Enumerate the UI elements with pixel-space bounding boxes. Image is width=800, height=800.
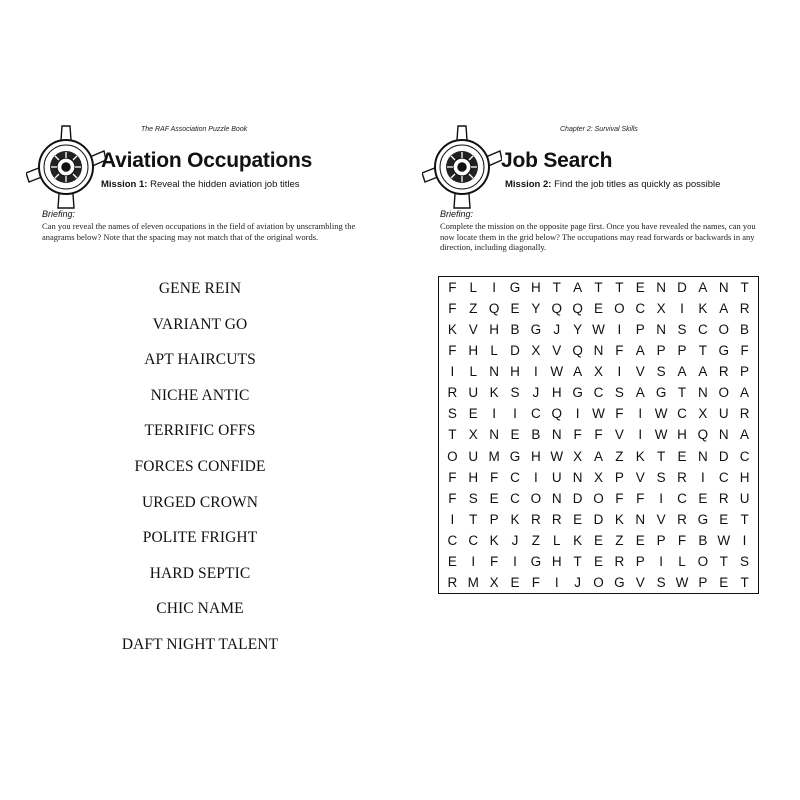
- grid-letter: I: [513, 406, 517, 422]
- grid-letter: H: [510, 364, 520, 380]
- grid-letter: R: [614, 553, 625, 569]
- grid-letter: M: [488, 448, 500, 464]
- grid-letter: D: [718, 448, 729, 464]
- grid-letter: E: [635, 280, 645, 296]
- grid-letter: B: [531, 427, 541, 443]
- grid-letter: O: [718, 322, 729, 338]
- grid-letter: X: [593, 469, 603, 485]
- grid-letter: E: [489, 490, 499, 506]
- grid-letter: V: [635, 364, 645, 380]
- grid-letter: I: [742, 532, 747, 548]
- grid-letter: T: [698, 343, 707, 359]
- grid-letter: W: [654, 406, 668, 422]
- grid-letter: P: [656, 532, 666, 548]
- grid-letter: T: [656, 448, 666, 464]
- grid-letter: G: [718, 343, 729, 359]
- grid-letter: H: [551, 553, 562, 569]
- grid-letter: T: [740, 280, 749, 296]
- grid-letter: U: [739, 490, 750, 506]
- anagram-list: [0, 278, 400, 670]
- mission-label: Mission 1:: [101, 179, 148, 190]
- grid-letter: G: [614, 574, 625, 590]
- grid-letter: Z: [469, 301, 478, 317]
- grid-letter: E: [510, 301, 520, 317]
- grid-letter: R: [447, 385, 458, 401]
- grid-letter: V: [635, 469, 645, 485]
- grid-letter: S: [614, 385, 624, 401]
- grid-letter: H: [739, 469, 750, 485]
- grid-letter: R: [739, 406, 750, 422]
- grid-letter: F: [531, 574, 541, 590]
- grid-letter: H: [677, 427, 687, 443]
- grid-letter: O: [718, 385, 729, 401]
- grid-letter: M: [467, 574, 479, 590]
- grid-letter: I: [534, 469, 538, 485]
- grid-letter: H: [468, 343, 479, 359]
- mission-text: Find the job titles as quickly as possible: [554, 179, 721, 190]
- grid-letter: C: [677, 490, 687, 506]
- grid-letter: E: [677, 448, 687, 464]
- grid-letter: W: [550, 448, 564, 464]
- grid-letter: I: [513, 553, 517, 569]
- grid-letter: A: [573, 280, 583, 296]
- grid-letter: Q: [572, 301, 583, 317]
- grid-letter: A: [573, 364, 583, 380]
- grid-letter: N: [489, 364, 500, 380]
- anagram-item: URGED CROWN: [141, 493, 259, 511]
- grid-letter: T: [740, 574, 749, 590]
- grid-letter: F: [448, 280, 457, 296]
- anagram-item: POLITE FRIGHT: [142, 529, 258, 547]
- briefing-label: Briefing:: [42, 209, 76, 219]
- grid-letter: G: [572, 385, 583, 401]
- anagram-item: VARIANT GO: [152, 315, 248, 333]
- grid-letter: C: [510, 469, 520, 485]
- grid-letter: D: [593, 511, 604, 527]
- grid-letter: Y: [531, 301, 541, 317]
- page-title: Aviation Occupations: [101, 149, 313, 172]
- grid-letter: X: [593, 364, 603, 380]
- grid-letter: S: [447, 406, 457, 422]
- right-page: [400, 0, 800, 800]
- grid-letter: E: [698, 490, 708, 506]
- grid-letter: C: [593, 385, 604, 401]
- grid-letter: F: [490, 553, 499, 569]
- grid-letter: L: [490, 343, 498, 359]
- grid-letter: T: [469, 511, 478, 527]
- grid-letter: L: [553, 532, 561, 548]
- grid-letter: T: [740, 511, 749, 527]
- grid-letter: D: [572, 490, 583, 506]
- grid-letter: O: [593, 574, 604, 590]
- grid-letter: E: [593, 301, 603, 317]
- propeller-emblem-icon: [26, 124, 106, 210]
- grid-letter: Y: [573, 322, 583, 338]
- mission-line: [505, 179, 720, 190]
- grid-letter: W: [654, 427, 668, 443]
- grid-letter: Q: [551, 406, 563, 422]
- grid-letter: P: [698, 574, 708, 590]
- running-head: Chapter 2: Survival Skills: [560, 126, 638, 133]
- grid-letter: F: [448, 490, 457, 506]
- grid-letter: I: [492, 406, 497, 422]
- grid-letter: I: [638, 406, 643, 422]
- grid-letter: I: [534, 364, 538, 380]
- propeller-emblem-icon: [422, 124, 502, 210]
- grid-letter: A: [740, 427, 750, 443]
- grid-letter: S: [468, 490, 478, 506]
- grid-letter: W: [675, 574, 689, 590]
- grid-letter: F: [490, 469, 499, 485]
- grid-letter: A: [698, 364, 708, 380]
- grid-letter: N: [489, 427, 500, 443]
- grid-letter: V: [468, 322, 478, 338]
- grid-letter: A: [677, 364, 687, 380]
- anagram-item: TERRIFIC OFFS: [144, 422, 256, 440]
- grid-letter: W: [717, 532, 731, 548]
- grid-letter: A: [719, 301, 729, 317]
- anagram-item: DAFT NIGHT TALENT: [121, 635, 279, 653]
- grid-letter: U: [468, 448, 479, 464]
- grid-letter: C: [697, 322, 708, 338]
- anagram-item: NICHE ANTIC: [150, 386, 250, 404]
- grid-letter: J: [574, 574, 581, 590]
- grid-letter: J: [511, 532, 519, 548]
- grid-letter: V: [552, 343, 562, 359]
- grid-letter: X: [468, 427, 478, 443]
- grid-letter: F: [448, 469, 457, 485]
- grid-letter: F: [448, 343, 457, 359]
- grid-letter: I: [680, 301, 684, 317]
- grid-letter: A: [593, 448, 603, 464]
- running-head: The RAF Association Puzzle Book: [141, 126, 248, 133]
- grid-letter: T: [552, 280, 561, 296]
- grid-letter: C: [510, 490, 520, 506]
- grid-letter: X: [531, 343, 541, 359]
- grid-letter: K: [489, 532, 499, 548]
- grid-letter: K: [573, 532, 583, 548]
- anagram-item: GENE REIN: [158, 280, 242, 297]
- grid-letter: T: [448, 427, 457, 443]
- grid-letter: K: [489, 385, 499, 401]
- grid-letter: R: [447, 574, 458, 590]
- grid-letter: T: [594, 280, 603, 296]
- anagram-item: HARD SEPTIC: [149, 564, 251, 582]
- grid-letter: E: [593, 553, 603, 569]
- grid-letter: R: [677, 511, 687, 527]
- grid-letter: G: [697, 511, 709, 527]
- grid-letter: I: [659, 553, 663, 569]
- grid-letter: I: [575, 406, 580, 422]
- mission-label: Mission 2:: [505, 179, 552, 190]
- grid-letter: F: [636, 490, 645, 506]
- grid-letter: B: [740, 322, 750, 338]
- grid-letter: G: [509, 280, 521, 296]
- grid-letter: N: [551, 427, 562, 443]
- grid-letter: K: [614, 511, 624, 527]
- mission-line: [101, 179, 300, 190]
- grid-letter: Z: [531, 532, 541, 548]
- grid-letter: N: [697, 448, 708, 464]
- grid-letter: K: [698, 301, 708, 317]
- grid-letter: Q: [697, 427, 709, 443]
- grid-letter: F: [677, 532, 687, 548]
- grid-letter: S: [656, 364, 666, 380]
- grid-letter: P: [614, 469, 624, 485]
- grid-letter: U: [468, 385, 479, 401]
- grid-letter: R: [551, 511, 562, 527]
- grid-letter: P: [635, 553, 645, 569]
- grid-letter: S: [510, 385, 520, 401]
- grid-letter: I: [492, 280, 497, 296]
- grid-letter: S: [656, 574, 666, 590]
- grid-letter: E: [447, 553, 457, 569]
- page-title: Job Search: [501, 149, 613, 172]
- grid-letter: V: [635, 574, 645, 590]
- grid-letter: N: [593, 343, 604, 359]
- grid-letter: X: [656, 301, 666, 317]
- grid-letter: N: [697, 385, 708, 401]
- grid-letter: W: [592, 322, 605, 338]
- grid-letter: F: [615, 490, 624, 506]
- briefing-label: Briefing:: [440, 209, 474, 219]
- grid-letter: L: [678, 553, 686, 569]
- grid-letter: G: [655, 385, 667, 401]
- anagram-item: CHIC NAME: [156, 600, 244, 618]
- grid-letter: R: [718, 364, 729, 380]
- grid-letter: H: [489, 322, 500, 338]
- grid-letter: X: [573, 448, 583, 464]
- grid-letter: S: [656, 469, 666, 485]
- grid-letter: T: [615, 280, 624, 296]
- grid-letter: F: [594, 427, 603, 443]
- grid-letter: X: [698, 406, 708, 422]
- grid-letter: O: [614, 301, 625, 317]
- grid-letter: F: [615, 406, 624, 422]
- grid-letter: C: [635, 301, 646, 317]
- grid-letter: H: [468, 469, 479, 485]
- grid-letter: I: [700, 469, 705, 485]
- grid-letter: E: [635, 532, 645, 548]
- grid-letter: I: [450, 511, 455, 527]
- grid-letter: R: [718, 490, 729, 506]
- grid-letter: E: [468, 406, 478, 422]
- grid-letter: V: [656, 511, 666, 527]
- grid-letter: N: [656, 322, 666, 338]
- grid-letter: H: [531, 448, 541, 464]
- grid-letter: E: [510, 574, 520, 590]
- grid-letter: R: [531, 511, 541, 527]
- grid-letter: E: [719, 574, 729, 590]
- grid-letter: L: [469, 280, 478, 296]
- grid-letter: G: [509, 448, 521, 464]
- grid-letter: S: [740, 553, 750, 569]
- grid-letter: F: [615, 343, 624, 359]
- grid-letter: J: [532, 385, 540, 401]
- grid-letter: A: [635, 343, 645, 359]
- grid-letter: Z: [615, 448, 624, 464]
- grid-letter: B: [698, 532, 708, 548]
- grid-letter: N: [656, 280, 666, 296]
- grid-letter: N: [718, 280, 729, 296]
- grid-letter: N: [718, 427, 729, 443]
- grid-letter: F: [448, 301, 457, 317]
- mission-text: Reveal the hidden aviation job titles: [150, 179, 300, 190]
- grid-letter: E: [510, 427, 520, 443]
- grid-letter: Q: [488, 301, 500, 317]
- grid-letter: J: [553, 322, 561, 338]
- grid-letter: O: [697, 553, 709, 569]
- grid-letter: H: [551, 385, 562, 401]
- briefing-text: Can you reveal the names of eleven occupations in the field of aviation by unscrambling the anagrams below? Note that the spacing may not match that of the original words.: [42, 221, 356, 242]
- grid-letter: N: [551, 490, 562, 506]
- grid-letter: I: [659, 490, 663, 506]
- grid-letter: C: [447, 532, 458, 548]
- grid-letter: P: [677, 343, 687, 359]
- grid-letter: C: [531, 406, 541, 422]
- anagram-item: APT HAIRCUTS: [144, 351, 256, 369]
- grid-letter: F: [740, 343, 749, 359]
- grid-letter: K: [447, 322, 457, 338]
- grid-letter: G: [530, 322, 542, 338]
- grid-letter: I: [471, 553, 476, 569]
- grid-letter: G: [530, 553, 542, 569]
- grid-letter: P: [740, 364, 750, 380]
- grid-letter: U: [551, 469, 562, 485]
- grid-letter: N: [635, 511, 646, 527]
- grid-letter: X: [489, 574, 499, 590]
- grid-letter: I: [617, 364, 622, 380]
- briefing-text: Complete the mission on the opposite page first. Once you have revealed the names, can you now locate them in the grid below? The occupations may read forwards or backwards in any direction, including diagonally.: [440, 221, 756, 252]
- grid-letter: I: [638, 427, 643, 443]
- grid-letter: V: [614, 427, 624, 443]
- grid-letter: I: [617, 322, 622, 338]
- grid-letter: T: [719, 553, 728, 569]
- grid-letter: Q: [551, 301, 563, 317]
- grid-letter: P: [635, 322, 645, 338]
- grid-letter: L: [469, 364, 478, 380]
- grid-letter: C: [739, 448, 750, 464]
- anagram-item: FORCES CONFIDE: [134, 457, 266, 475]
- grid-letter: O: [447, 448, 458, 464]
- grid-letter: Q: [572, 343, 583, 359]
- word-search-grid: [438, 276, 759, 594]
- grid-letter: U: [718, 406, 729, 422]
- grid-letter: F: [573, 427, 582, 443]
- grid-letter: N: [572, 469, 583, 485]
- grid-letter: R: [677, 469, 687, 485]
- grid-letter: I: [450, 364, 455, 380]
- grid-letter: S: [677, 322, 687, 338]
- grid-letter: H: [531, 280, 541, 296]
- grid-letter: P: [489, 511, 499, 527]
- grid-letter: T: [573, 553, 582, 569]
- grid-letter: B: [510, 322, 520, 338]
- grid-letter: W: [592, 406, 605, 422]
- grid-letter: D: [510, 343, 520, 359]
- grid-letter: E: [593, 532, 603, 548]
- grid-letter: A: [635, 385, 645, 401]
- grid-letter: P: [656, 343, 666, 359]
- grid-letter: K: [510, 511, 520, 527]
- grid-letter: I: [554, 574, 559, 590]
- grid-letter: A: [698, 280, 708, 296]
- grid-letter: D: [677, 280, 687, 296]
- grid-letter: Z: [615, 532, 624, 548]
- grid-letter: T: [677, 385, 687, 401]
- grid-letter: A: [740, 385, 750, 401]
- grid-letter: K: [635, 448, 645, 464]
- grid-letter: E: [573, 511, 583, 527]
- grid-letter: O: [593, 490, 604, 506]
- grid-letter: W: [550, 364, 564, 380]
- grid-letter: C: [468, 532, 479, 548]
- grid-letter: E: [719, 511, 729, 527]
- grid-letter: C: [718, 469, 729, 485]
- grid-letter: C: [677, 406, 687, 422]
- grid-letter: O: [530, 490, 542, 506]
- grid-letter: R: [739, 301, 750, 317]
